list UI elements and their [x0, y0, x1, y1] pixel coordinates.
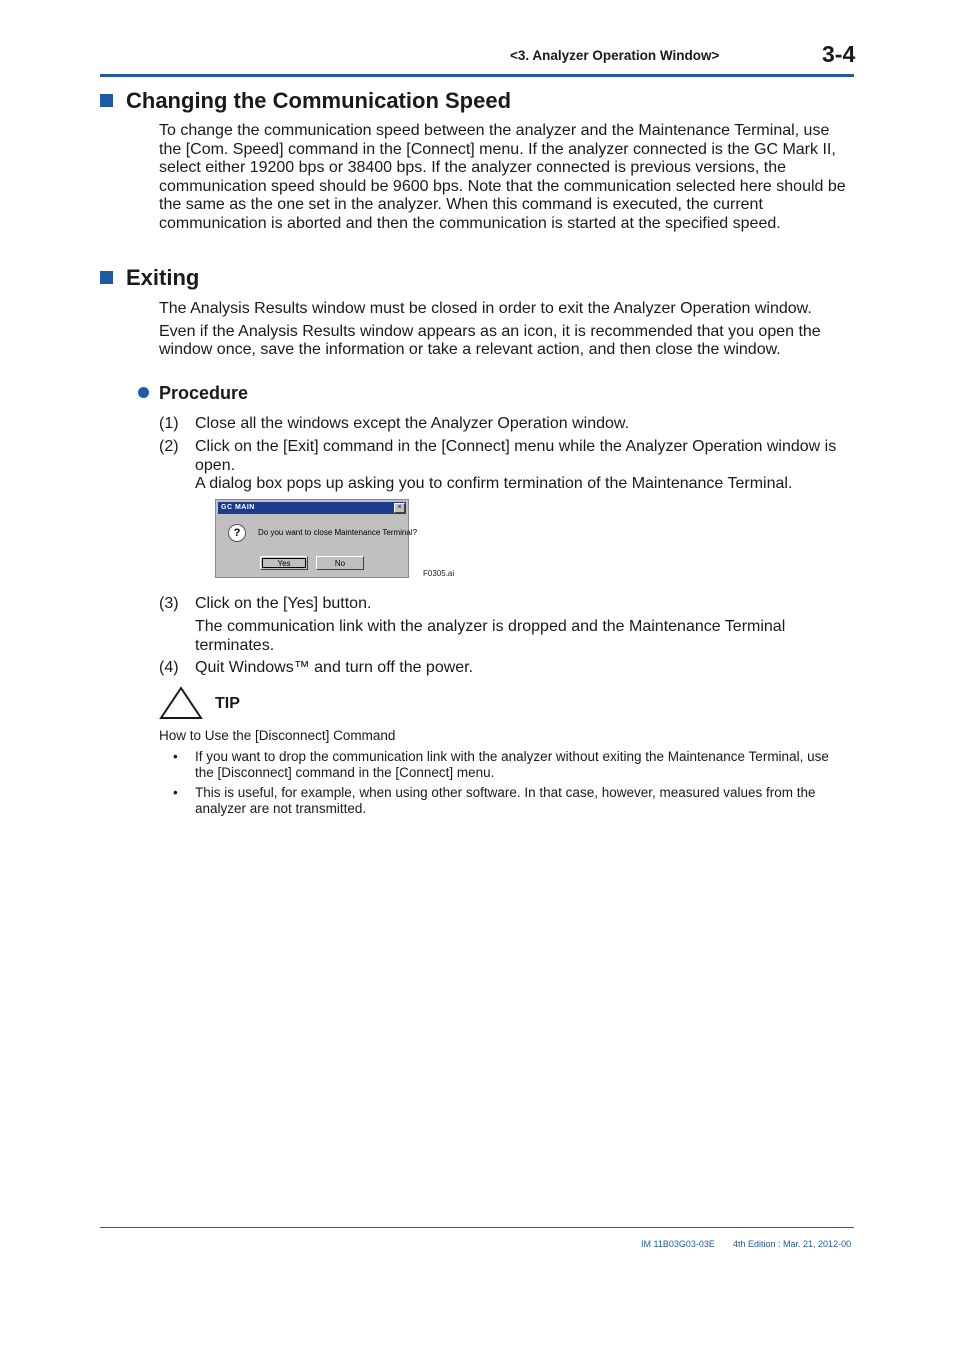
step-note: The communication link with the analyzer is dropped and the Maintenance Terminal terminates. [195, 618, 786, 654]
paragraph: To change the communication speed between the analyzer and the Maintenance Terminal, use the [Com. Speed] command in the [Connect] menu. If the analyzer connected is the GC Mark II, select either 19200 bps or 38400 bps. If the analyzer connected is previous versions, the communication speed should be 9600 bps. Note that the communication selected here should be the same as the one set in the analyzer. When this command is executed, the current communication is aborted and then the communication is started at the specified speed. [159, 122, 846, 232]
dialog-message: Do you want to close Maintenance Terminal? [258, 528, 418, 537]
step-text: Click on the [Exit] command in the [Connect] menu while the Analyzer Operation window is open. [195, 438, 837, 474]
tip-bullet-text: If you want to drop the communication link with the analyzer without exiting the Maintenance Terminal, use the [Disconnect] command in the [Connect] menu. [195, 749, 829, 780]
page-number: 3-4 [822, 41, 856, 67]
no-button[interactable]: No [316, 556, 364, 570]
step-number: (1) [159, 415, 179, 432]
question-icon: ? [228, 524, 246, 542]
section-title-text: Exiting [126, 265, 200, 290]
bullet-icon: • [173, 749, 178, 764]
close-icon[interactable]: × [394, 503, 405, 513]
running-header-chapter: <3. Analyzer Operation Window> [510, 48, 720, 63]
square-bullet-icon [100, 271, 113, 284]
section-body-communication-speed [159, 122, 849, 234]
dialog-title: GC MAIN [221, 504, 255, 511]
procedure-title [138, 383, 248, 404]
footer-rule [100, 1227, 854, 1228]
square-bullet-icon [100, 94, 113, 107]
bullet-icon: • [173, 785, 178, 800]
step-text: Click on the [Yes] button. [195, 595, 372, 612]
tip-heading: How to Use the [Disconnect] Command [159, 728, 396, 743]
step-number: (2) [159, 438, 179, 455]
step-text: Quit Windows™ and turn off the power. [195, 659, 474, 676]
round-bullet-icon [138, 387, 149, 398]
header-rule [100, 74, 854, 77]
step-number: (3) [159, 595, 179, 612]
dialog-title-bar [218, 502, 406, 514]
section-body-exiting [159, 300, 849, 360]
procedure-title-text: Procedure [159, 383, 249, 403]
step-number: (4) [159, 659, 179, 676]
confirm-exit-dialog [215, 499, 418, 578]
section-title-communication-speed [100, 88, 511, 114]
step-note: A dialog box pops up asking you to confirm termination of the Maintenance Terminal. [195, 475, 793, 492]
footer-doc-id: IM 11B03G03-03E [641, 1239, 715, 1249]
section-title-exiting [100, 265, 199, 291]
section-title-text: Changing the Communication Speed [126, 88, 512, 113]
tip-triangle-icon [159, 686, 203, 720]
figure-id: F0305.ai [423, 569, 455, 578]
tip-label: TIP [215, 695, 240, 712]
paragraph: The Analysis Results window must be closed in order to exit the Analyzer Operation window. [159, 300, 812, 317]
tip-bullet-text: This is useful, for example, when using other software. In that case, however, measured values from the analyzer are not transmitted. [195, 785, 816, 816]
paragraph: Even if the Analysis Results window appears as an icon, it is recommended that you open the window once, save the information or take a relevant action, and then close the window. [159, 322, 821, 359]
step-text: Close all the windows except the Analyzer Operation window. [195, 415, 630, 432]
footer-edition: 4th Edition : Mar. 21, 2012-00 [733, 1239, 852, 1249]
yes-button[interactable]: Yes [260, 556, 308, 570]
